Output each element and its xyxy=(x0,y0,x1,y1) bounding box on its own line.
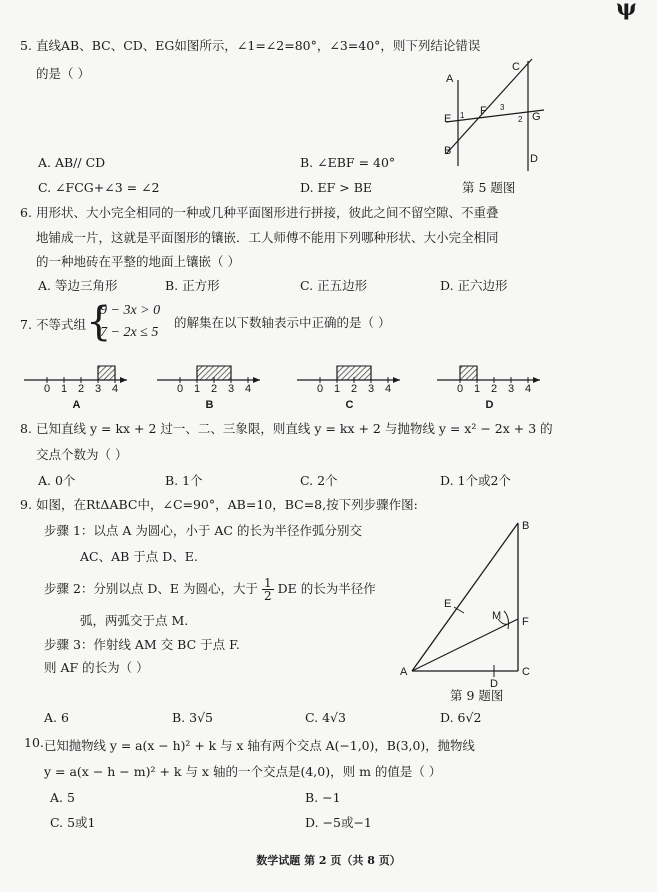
fig5-label-B: B xyxy=(444,145,452,157)
q5-number: 5. xyxy=(20,38,32,53)
q6-option-a[interactable]: A. 等边三角形 xyxy=(38,278,118,293)
numberline-D-option-label: D xyxy=(485,399,494,411)
numberline-B-arrow xyxy=(253,377,260,383)
numberline-A-tick-label-4: 4 xyxy=(112,383,119,395)
q5-figure-caption: 第 5 题图 xyxy=(462,180,516,195)
q6-option-b[interactable]: B. 正方形 xyxy=(165,278,220,293)
q6-stem-line2: 地铺成一片，这就是平面图形的镶嵌．工人师傅不能用下列哪种形状、大小完全相同 xyxy=(36,230,499,245)
q8-stem-line1: 已知直线 y = kx + 2 过一、二、三象限，则直线 y = kx + 2 与抛物线 y = x² − 2x + 3 的 xyxy=(36,421,553,436)
q5-option-d[interactable]: D. EF > BE xyxy=(300,180,373,195)
q5-stem-line2: 的是（ ） xyxy=(36,66,90,81)
q5-option-a[interactable]: A. AB// CD xyxy=(38,155,106,170)
numberline-D-tick-label-2: 2 xyxy=(491,383,498,395)
page-footer: 数学试题 第 2 页（共 8 页） xyxy=(256,854,401,867)
numberline-C-tick-label-0: 0 xyxy=(317,383,324,395)
numberline-A-solution-block xyxy=(98,366,115,380)
q5-stem-line1: 直线AB、BC、CD、EG如图所示，∠1=∠2=80°，∠3=40°，则下列结论错误 xyxy=(36,38,481,53)
fig9-label-A: A xyxy=(400,666,408,678)
numberline-D-tick-label-1: 1 xyxy=(474,383,481,395)
arc-mark-M2 xyxy=(504,611,509,629)
numberline-B-tick-label-1: 1 xyxy=(194,383,201,395)
q9-step2-line2: 弧，两弧交于点 M. xyxy=(80,613,189,628)
fig9-label-M: M xyxy=(492,610,502,622)
q9-option-b[interactable]: B. 3√5 xyxy=(172,710,214,725)
numberline-B-tick-label-3: 3 xyxy=(228,383,235,395)
numberline-D-solution-block xyxy=(460,366,477,380)
q10-option-c[interactable]: C. 5或1 xyxy=(50,815,96,830)
q8-option-b[interactable]: B. 1个 xyxy=(165,473,203,488)
numberline-A-tick-label-3: 3 xyxy=(95,383,102,395)
fig9-label-C: C xyxy=(522,666,530,678)
q9-step2-pre: 步骤 2：分别以点 D、E 为圆心，大于 xyxy=(44,581,259,596)
q9-step1-line2: AC、AB 于点 D、E. xyxy=(80,549,198,564)
numberline-B-option-label: B xyxy=(205,399,214,411)
q7-inequality-1: 9 − 3x > 0 xyxy=(100,303,161,318)
q7-inequality-2: 7 − 2x ≤ 5 xyxy=(100,325,159,340)
q10-option-b[interactable]: B. −1 xyxy=(305,790,341,805)
fig5-label-1: 1 xyxy=(460,111,465,120)
q10-stem-line2: y = a(x − h − m)² + k 与 x 轴的一个交点是(4,0)，则 m 的值是（ ） xyxy=(44,764,442,779)
q8-number: 8. xyxy=(20,421,32,436)
fig9-label-D: D xyxy=(490,678,498,690)
q9-fraction-numerator: 1 xyxy=(264,576,272,590)
q9-fraction-denominator: 2 xyxy=(264,589,272,603)
numberline-A-tick-label-0: 0 xyxy=(44,383,51,395)
q9-ask: 则 AF 的长为（ ） xyxy=(44,660,149,675)
ray-AM xyxy=(412,619,518,671)
q7-suffix: 的解集在以下数轴表示中正确的是（ ） xyxy=(174,315,391,330)
q8-option-a[interactable]: A. 0个 xyxy=(38,473,76,488)
q9-option-a[interactable]: A. 6 xyxy=(44,710,69,725)
q6-stem-line3: 的一种地砖在平整的地面上镶嵌（ ） xyxy=(36,254,240,269)
fig5-label-G: G xyxy=(532,111,541,123)
q5-option-c[interactable]: C. ∠FCG+∠3 = ∠2 xyxy=(38,180,160,195)
fig5-label-A: A xyxy=(446,73,454,85)
numberline-A-arrow xyxy=(120,377,127,383)
segment-AB xyxy=(412,523,518,671)
numberline-C-tick-label-1: 1 xyxy=(334,383,341,395)
line-BC xyxy=(446,59,532,154)
q5-option-b[interactable]: B. ∠EBF = 40° xyxy=(300,155,396,170)
q7-number-lines xyxy=(18,352,638,412)
numberline-D-arrow xyxy=(533,377,540,383)
numberline-C-tick-label-2: 2 xyxy=(351,383,358,395)
numberline-D-tick-label-0: 0 xyxy=(457,383,464,395)
q10-option-d[interactable]: D. −5或−1 xyxy=(305,815,372,830)
numberline-C-tick-label-4: 4 xyxy=(385,383,392,395)
corner-mark: ψ xyxy=(616,0,637,21)
numberline-B-tick-label-4: 4 xyxy=(245,383,252,395)
numberline-B-tick-label-2: 2 xyxy=(211,383,218,395)
q9-step3: 步骤 3：作射线 AM 交 BC 于点 F. xyxy=(44,637,240,652)
fig5-label-C: C xyxy=(512,61,520,73)
q8-option-c[interactable]: C. 2个 xyxy=(300,473,338,488)
numberline-D-tick-label-4: 4 xyxy=(525,383,532,395)
numberline-A-tick-label-1: 1 xyxy=(61,383,68,395)
fig5-label-E: E xyxy=(444,113,452,125)
numberline-A-tick-label-2: 2 xyxy=(78,383,85,395)
q10-stem-line1: 已知抛物线 y = a(x − h)² + k 与 x 轴有两个交点 A(−1,0)，B(3,0)，抛物线 xyxy=(44,738,475,753)
q6-option-c[interactable]: C. 正五边形 xyxy=(300,278,368,293)
q9-step2-line1 xyxy=(44,577,376,602)
q9-option-d[interactable]: D. 6√2 xyxy=(440,710,482,725)
numberline-A-option-label: A xyxy=(72,399,81,411)
q9-number: 9. xyxy=(20,497,32,512)
q9-figure-caption: 第 9 题图 xyxy=(450,688,504,703)
numberline-B-tick-label-0: 0 xyxy=(177,383,184,395)
fig5-label-F: F xyxy=(480,105,487,117)
q10-option-a[interactable]: A. 5 xyxy=(50,790,75,805)
q6-option-d[interactable]: D. 正六边形 xyxy=(440,278,508,293)
q9-fraction-half xyxy=(262,577,274,602)
q10-number: 10. xyxy=(24,735,44,750)
q6-number: 6. xyxy=(20,205,32,220)
numberline-D-tick-label-3: 3 xyxy=(508,383,515,395)
q9-stem: 如图，在RtΔABC中，∠C=90°，AB=10，BC=8,按下列步骤作图: xyxy=(36,497,418,512)
fig9-label-B: B xyxy=(522,520,530,532)
q7-prefix: 不等式组 xyxy=(36,317,87,332)
fig9-label-F: F xyxy=(522,616,529,628)
fig5-label-2: 2 xyxy=(518,115,523,124)
q8-stem-line2: 交点个数为（ ） xyxy=(36,447,128,462)
numberline-C-tick-label-3: 3 xyxy=(368,383,375,395)
q9-option-c[interactable]: C. 4√3 xyxy=(305,710,346,725)
fig5-label-D: D xyxy=(530,153,538,165)
numberline-C-arrow xyxy=(393,377,400,383)
q7-number: 7. xyxy=(20,317,32,332)
q9-step1-line1: 步骤 1：以点 A 为圆心，小于 AC 的长为半径作弧分别交 xyxy=(44,523,362,538)
q9-step2-post: DE 的长为半径作 xyxy=(277,581,376,596)
fig9-label-E: E xyxy=(444,598,452,610)
q9-figure xyxy=(400,515,540,695)
q8-option-d[interactable]: D. 1个或2个 xyxy=(440,473,511,488)
q7-brace: { xyxy=(86,299,112,345)
fig5-label-3: 3 xyxy=(500,103,505,112)
q6-stem-line1: 用形状、大小完全相同的一种或几种平面图形进行拼接，彼此之间不留空隙、不重叠 xyxy=(36,205,499,220)
numberline-C-option-label: C xyxy=(345,399,354,411)
